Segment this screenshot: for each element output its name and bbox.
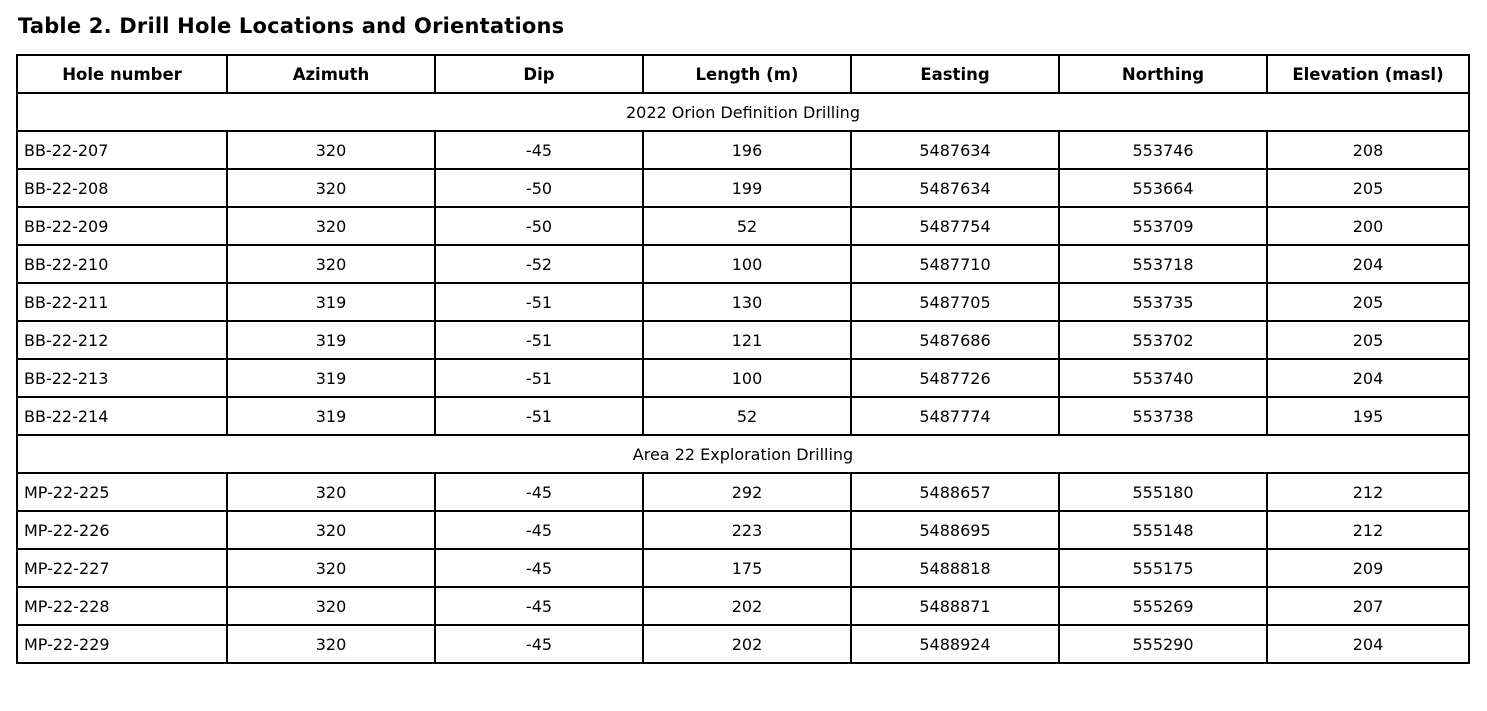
cell-hole-number: BB-22-212 (17, 321, 227, 359)
cell-value: 196 (643, 131, 851, 169)
cell-value: 223 (643, 511, 851, 549)
column-header: Hole number (17, 55, 227, 93)
cell-value: 320 (227, 131, 435, 169)
column-header: Length (m) (643, 55, 851, 93)
cell-value: -51 (435, 397, 643, 435)
section-header-row (17, 93, 1469, 131)
table-row (17, 169, 1469, 207)
cell-value: 205 (1267, 169, 1469, 207)
cell-value: 292 (643, 473, 851, 511)
cell-value: 208 (1267, 131, 1469, 169)
section-header-row (17, 435, 1469, 473)
cell-value: 553718 (1059, 245, 1267, 283)
cell-value: 5487710 (851, 245, 1059, 283)
cell-hole-number: BB-22-210 (17, 245, 227, 283)
cell-value: 320 (227, 587, 435, 625)
cell-value: 555180 (1059, 473, 1267, 511)
cell-hole-number: BB-22-211 (17, 283, 227, 321)
cell-value: 553702 (1059, 321, 1267, 359)
table-body (17, 93, 1469, 663)
cell-value: 5487726 (851, 359, 1059, 397)
cell-value: 52 (643, 397, 851, 435)
column-header: Easting (851, 55, 1059, 93)
cell-value: 5488657 (851, 473, 1059, 511)
cell-hole-number: MP-22-226 (17, 511, 227, 549)
table-row (17, 549, 1469, 587)
cell-value: 199 (643, 169, 851, 207)
section-title: 2022 Orion Definition Drilling (17, 93, 1469, 131)
table-row (17, 321, 1469, 359)
cell-value: 319 (227, 321, 435, 359)
cell-hole-number: BB-22-213 (17, 359, 227, 397)
cell-value: -45 (435, 131, 643, 169)
cell-value: 319 (227, 359, 435, 397)
cell-hole-number: BB-22-209 (17, 207, 227, 245)
cell-hole-number: BB-22-208 (17, 169, 227, 207)
cell-value: -50 (435, 207, 643, 245)
cell-hole-number: MP-22-225 (17, 473, 227, 511)
table-row (17, 511, 1469, 549)
cell-value: 553735 (1059, 283, 1267, 321)
column-header: Dip (435, 55, 643, 93)
column-header: Azimuth (227, 55, 435, 93)
cell-value: 100 (643, 245, 851, 283)
table-caption: Table 2. Drill Hole Locations and Orientations (18, 14, 565, 38)
cell-value: 5488818 (851, 549, 1059, 587)
column-header: Elevation (masl) (1267, 55, 1469, 93)
cell-value: 5488924 (851, 625, 1059, 663)
table-row (17, 283, 1469, 321)
cell-value: 130 (643, 283, 851, 321)
cell-value: -51 (435, 283, 643, 321)
table-row (17, 131, 1469, 169)
cell-value: 553746 (1059, 131, 1267, 169)
cell-value: 5488695 (851, 511, 1059, 549)
cell-value: 5487686 (851, 321, 1059, 359)
cell-value: 555290 (1059, 625, 1267, 663)
cell-value: 121 (643, 321, 851, 359)
cell-value: 5487754 (851, 207, 1059, 245)
cell-value: 209 (1267, 549, 1469, 587)
table-row (17, 473, 1469, 511)
cell-value: 204 (1267, 245, 1469, 283)
cell-value: 320 (227, 549, 435, 587)
cell-value: 175 (643, 549, 851, 587)
table-row (17, 397, 1469, 435)
cell-value: 319 (227, 283, 435, 321)
cell-value: -52 (435, 245, 643, 283)
cell-hole-number: MP-22-227 (17, 549, 227, 587)
drill-hole-table (16, 54, 1470, 664)
cell-value: 5488871 (851, 587, 1059, 625)
cell-value: 100 (643, 359, 851, 397)
cell-value: -45 (435, 549, 643, 587)
cell-value: -51 (435, 359, 643, 397)
cell-value: 553664 (1059, 169, 1267, 207)
cell-value: 319 (227, 397, 435, 435)
cell-value: 202 (643, 587, 851, 625)
cell-value: 52 (643, 207, 851, 245)
cell-value: 5487774 (851, 397, 1059, 435)
cell-value: 195 (1267, 397, 1469, 435)
section-title: Area 22 Exploration Drilling (17, 435, 1469, 473)
cell-value: 320 (227, 473, 435, 511)
cell-value: -50 (435, 169, 643, 207)
table-row (17, 587, 1469, 625)
cell-hole-number: MP-22-229 (17, 625, 227, 663)
cell-value: 205 (1267, 283, 1469, 321)
cell-value: 200 (1267, 207, 1469, 245)
cell-value: 553740 (1059, 359, 1267, 397)
column-header: Northing (1059, 55, 1267, 93)
cell-value: 207 (1267, 587, 1469, 625)
table-row (17, 359, 1469, 397)
cell-value: 204 (1267, 359, 1469, 397)
cell-hole-number: BB-22-207 (17, 131, 227, 169)
cell-value: 320 (227, 511, 435, 549)
cell-value: 205 (1267, 321, 1469, 359)
table-header-row (17, 55, 1469, 93)
cell-value: -45 (435, 473, 643, 511)
cell-value: 202 (643, 625, 851, 663)
cell-value: 555269 (1059, 587, 1267, 625)
cell-value: 320 (227, 245, 435, 283)
table-row (17, 207, 1469, 245)
table-header (17, 55, 1469, 93)
cell-value: 5487705 (851, 283, 1059, 321)
cell-value: 555148 (1059, 511, 1267, 549)
cell-hole-number: BB-22-214 (17, 397, 227, 435)
cell-value: 5487634 (851, 169, 1059, 207)
cell-value: 555175 (1059, 549, 1267, 587)
cell-value: 5487634 (851, 131, 1059, 169)
cell-value: -45 (435, 511, 643, 549)
cell-value: 320 (227, 169, 435, 207)
cell-value: -51 (435, 321, 643, 359)
cell-hole-number: MP-22-228 (17, 587, 227, 625)
cell-value: 320 (227, 207, 435, 245)
cell-value: -45 (435, 587, 643, 625)
table-row (17, 625, 1469, 663)
cell-value: -45 (435, 625, 643, 663)
cell-value: 553738 (1059, 397, 1267, 435)
cell-value: 320 (227, 625, 435, 663)
cell-value: 212 (1267, 473, 1469, 511)
cell-value: 204 (1267, 625, 1469, 663)
table-row (17, 245, 1469, 283)
cell-value: 212 (1267, 511, 1469, 549)
cell-value: 553709 (1059, 207, 1267, 245)
